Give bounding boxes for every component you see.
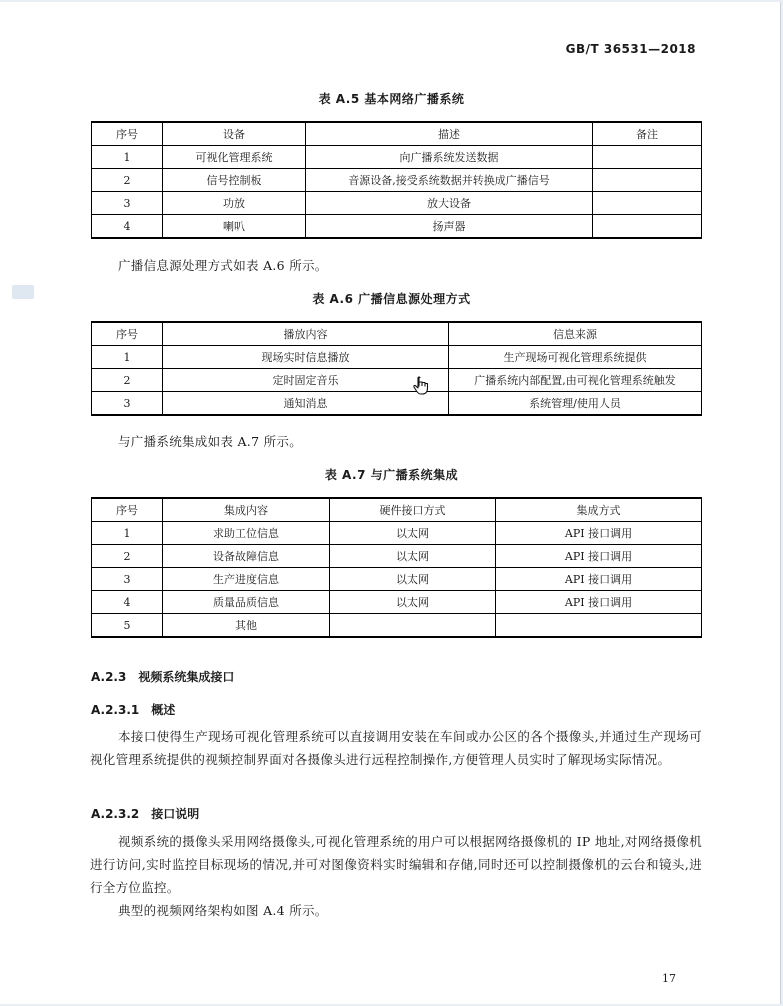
table-cell: 1 [92, 146, 163, 169]
paragraph-interface: 视频系统的摄像头采用网络摄像头,可视化管理系统的用户可以根据网络摄像机的 IP 地址,对网络摄像机进行访问,实时监控目标现场的情况,并可对图像资料实时编辑和存储,同时还可以控制摄像机的云台和镜头,进行全方位监控。 [90, 834, 702, 895]
table-header-cell: 设备 [163, 122, 306, 146]
table-cell: 4 [92, 591, 163, 614]
section-a231-heading [91, 701, 175, 718]
section-title: 概述 [151, 703, 176, 717]
section-number: A.2.3.1 [91, 703, 140, 717]
table-a7 [91, 497, 702, 638]
hand-cursor-icon [413, 376, 431, 396]
table-cell: 功放 [163, 192, 306, 215]
table-cell: 音源设备,接受系统数据并转换成广播信号 [306, 169, 593, 192]
table-row [92, 545, 702, 568]
table-cell: API 接口调用 [496, 568, 702, 591]
table-cell: 1 [92, 346, 163, 369]
table-cell: 4 [92, 215, 163, 239]
table-row [92, 215, 702, 239]
table-cell [593, 192, 702, 215]
paragraph-a7-intro: 与广播系统集成如表 A.7 所示。 [118, 434, 303, 449]
table-cell: 3 [92, 568, 163, 591]
table-header-cell: 信息来源 [449, 322, 702, 346]
table-cell: 现场实时信息播放 [163, 346, 449, 369]
table-row [92, 369, 702, 392]
section-a232-heading [91, 805, 199, 822]
table-cell: 2 [92, 545, 163, 568]
table-cell: 通知消息 [163, 392, 449, 416]
table-cell: 生产现场可视化管理系统提供 [449, 346, 702, 369]
table-cell [496, 614, 702, 638]
section-number: A.2.3 [91, 670, 127, 684]
table-a6-caption: 表 A.6 广播信息源处理方式 [312, 292, 471, 306]
table-header-cell: 序号 [92, 498, 163, 522]
table-row [92, 346, 702, 369]
table-header-row [92, 498, 702, 522]
table-cell [593, 146, 702, 169]
table-cell: 广播系统内部配置,由可视化管理系统触发 [449, 369, 702, 392]
table-row [92, 522, 702, 545]
table-header-cell: 播放内容 [163, 322, 449, 346]
paragraph-figure-ref: 典型的视频网络架构如图 A.4 所示。 [118, 903, 328, 918]
table-cell: 以太网 [330, 522, 496, 545]
table-cell [593, 169, 702, 192]
table-cell: 3 [92, 192, 163, 215]
table-row [92, 392, 702, 416]
table-header-cell: 硬件接口方式 [330, 498, 496, 522]
table-header-cell: 描述 [306, 122, 593, 146]
table-row [92, 192, 702, 215]
table-cell [330, 614, 496, 638]
table-row [92, 614, 702, 638]
table-header-cell: 集成内容 [163, 498, 330, 522]
table-cell: 1 [92, 522, 163, 545]
table-cell [593, 215, 702, 239]
paragraph-overview: 本接口使得生产现场可视化管理系统可以直接调用安装在车间或办公区的各个摄像头,并通过生产现场可视化管理系统提供的视频控制界面对各摄像头进行远程控制操作,方便管理人员实时了解现场实际情况。 [90, 729, 702, 767]
table-cell: 定时固定音乐 [163, 369, 449, 392]
table-a5-caption: 表 A.5 基本网络广播系统 [318, 92, 465, 106]
table-cell: API 接口调用 [496, 545, 702, 568]
table-row [92, 146, 702, 169]
standard-code: GB/T 36531—2018 [565, 42, 696, 56]
table-cell: 3 [92, 392, 163, 416]
table-header-row [92, 122, 702, 146]
paragraph-a6-intro: 广播信息源处理方式如表 A.6 所示。 [118, 258, 328, 273]
table-cell: 信号控制板 [163, 169, 306, 192]
table-cell: 以太网 [330, 568, 496, 591]
section-title: 接口说明 [151, 807, 200, 821]
table-cell: 扬声器 [306, 215, 593, 239]
table-cell: 以太网 [330, 545, 496, 568]
table-header-cell: 序号 [92, 322, 163, 346]
section-a23-heading [91, 668, 234, 685]
table-a5 [91, 121, 702, 239]
table-cell: 2 [92, 169, 163, 192]
section-title: 视频系统集成接口 [138, 670, 235, 684]
table-cell: 可视化管理系统 [163, 146, 306, 169]
section-number: A.2.3.2 [91, 807, 140, 821]
document-page [0, 2, 781, 1004]
side-panel-tab[interactable] [12, 285, 34, 299]
table-cell: 求助工位信息 [163, 522, 330, 545]
table-cell: API 接口调用 [496, 522, 702, 545]
table-row [92, 169, 702, 192]
table-a7-caption: 表 A.7 与广播系统集成 [324, 468, 459, 482]
table-cell: 生产进度信息 [163, 568, 330, 591]
table-cell: 其他 [163, 614, 330, 638]
page-number: 17 [662, 972, 676, 985]
table-cell: API 接口调用 [496, 591, 702, 614]
table-cell: 放大设备 [306, 192, 593, 215]
table-cell: 设备故障信息 [163, 545, 330, 568]
table-header-cell: 集成方式 [496, 498, 702, 522]
table-cell: 喇叭 [163, 215, 306, 239]
table-cell: 2 [92, 369, 163, 392]
table-row [92, 591, 702, 614]
table-cell: 5 [92, 614, 163, 638]
table-cell: 以太网 [330, 591, 496, 614]
table-cell: 质量品质信息 [163, 591, 330, 614]
table-cell: 向广播系统发送数据 [306, 146, 593, 169]
table-row [92, 568, 702, 591]
table-cell: 系统管理/使用人员 [449, 392, 702, 416]
table-header-cell: 序号 [92, 122, 163, 146]
table-header-cell: 备注 [593, 122, 702, 146]
table-header-row [92, 322, 702, 346]
table-a6 [91, 321, 702, 416]
